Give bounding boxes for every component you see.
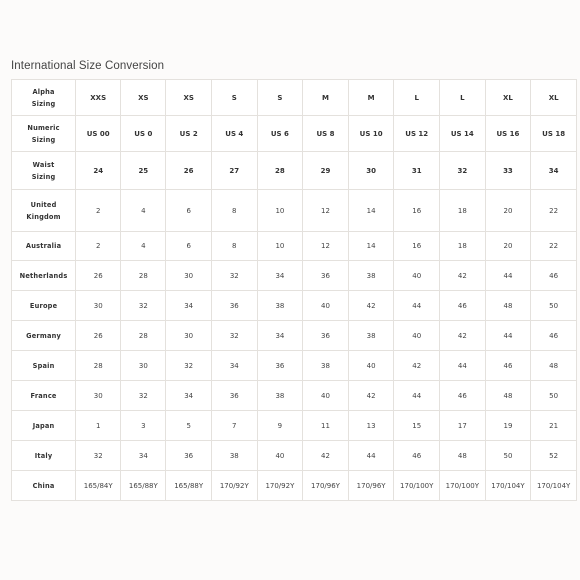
table-cell: 28 [257, 152, 303, 190]
table-cell: 46 [531, 261, 577, 291]
table-cell: US 10 [348, 116, 394, 152]
table-cell: S [211, 80, 257, 116]
table-cell: 32 [121, 381, 166, 411]
table-cell: US 00 [76, 116, 121, 152]
table-cell: 170/96Y [348, 471, 394, 501]
table-cell: 28 [121, 321, 166, 351]
table-cell: 36 [166, 441, 212, 471]
table-cell: 21 [531, 411, 577, 441]
row-label: Germany [12, 321, 76, 351]
table-cell: 6 [166, 190, 212, 232]
table-cell: 6 [166, 232, 212, 261]
table-row [12, 441, 577, 471]
table-cell: 48 [440, 441, 486, 471]
table-cell: 36 [303, 261, 349, 291]
table-cell: 46 [440, 381, 486, 411]
table-cell: 3 [121, 411, 166, 441]
table-cell: 170/92Y [257, 471, 303, 501]
table-row [12, 381, 577, 411]
row-label: Alpha Sizing [12, 80, 76, 116]
table-row [12, 116, 577, 152]
table-cell: 44 [348, 441, 394, 471]
row-label: United Kingdom [12, 190, 76, 232]
table-cell: 30 [348, 152, 394, 190]
table-cell: L [394, 80, 440, 116]
table-cell: 34 [531, 152, 577, 190]
row-label: France [12, 381, 76, 411]
table-cell: 29 [303, 152, 349, 190]
table-cell: XL [531, 80, 577, 116]
table-cell: 4 [121, 232, 166, 261]
table-row [12, 471, 577, 501]
table-cell: 46 [440, 291, 486, 321]
table-cell: 26 [76, 261, 121, 291]
table-cell: 48 [485, 381, 531, 411]
table-cell: L [440, 80, 486, 116]
table-cell: 44 [394, 291, 440, 321]
table-cell: 22 [531, 232, 577, 261]
table-cell: 18 [440, 232, 486, 261]
table-cell: 26 [76, 321, 121, 351]
table-cell: 17 [440, 411, 486, 441]
table-cell: 52 [531, 441, 577, 471]
table-row [12, 261, 577, 291]
table-cell: 34 [257, 321, 303, 351]
table-cell: 34 [211, 351, 257, 381]
table-cell: XS [166, 80, 212, 116]
table-cell: 16 [394, 190, 440, 232]
table-cell: 42 [348, 291, 394, 321]
table-cell: 19 [485, 411, 531, 441]
table-cell: 38 [348, 321, 394, 351]
table-cell: S [257, 80, 303, 116]
table-cell: 30 [76, 291, 121, 321]
table-cell: 30 [76, 381, 121, 411]
table-cell: 1 [76, 411, 121, 441]
table-cell: 30 [166, 261, 212, 291]
table-cell: US 16 [485, 116, 531, 152]
table-cell: 16 [394, 232, 440, 261]
table-cell: 40 [303, 381, 349, 411]
row-label: Waist Sizing [12, 152, 76, 190]
table-cell: 40 [303, 291, 349, 321]
row-label: Netherlands [12, 261, 76, 291]
table-cell: XXS [76, 80, 121, 116]
table-cell: 38 [211, 441, 257, 471]
table-cell: 170/100Y [440, 471, 486, 501]
table-cell: 44 [440, 351, 486, 381]
table-cell: 36 [211, 291, 257, 321]
table-cell: 28 [121, 261, 166, 291]
table-cell: 26 [166, 152, 212, 190]
table-cell: XS [121, 80, 166, 116]
table-cell: 30 [121, 351, 166, 381]
table-cell: 32 [440, 152, 486, 190]
table-cell: 170/104Y [485, 471, 531, 501]
table-cell: 25 [121, 152, 166, 190]
table-row [12, 232, 577, 261]
table-cell: 27 [211, 152, 257, 190]
table-cell: 34 [166, 291, 212, 321]
table-cell: 4 [121, 190, 166, 232]
table-cell: 7 [211, 411, 257, 441]
table-row [12, 351, 577, 381]
table-cell: 32 [76, 441, 121, 471]
table-row [12, 411, 577, 441]
table-row [12, 291, 577, 321]
table-cell: 28 [76, 351, 121, 381]
table-cell: 15 [394, 411, 440, 441]
table-cell: 42 [394, 351, 440, 381]
table-cell: 50 [485, 441, 531, 471]
table-cell: US 12 [394, 116, 440, 152]
table-cell: 50 [531, 291, 577, 321]
table-cell: 32 [211, 261, 257, 291]
table-cell: 36 [257, 351, 303, 381]
table-cell: 2 [76, 232, 121, 261]
row-label: Numeric Sizing [12, 116, 76, 152]
table-cell: 18 [440, 190, 486, 232]
row-label: Australia [12, 232, 76, 261]
table-cell: 36 [211, 381, 257, 411]
row-label: Spain [12, 351, 76, 381]
table-cell: 165/88Y [166, 471, 212, 501]
table-cell: 44 [485, 261, 531, 291]
table-cell: 48 [485, 291, 531, 321]
table-cell: 44 [485, 321, 531, 351]
table-cell: 30 [166, 321, 212, 351]
table-cell: 20 [485, 190, 531, 232]
table-cell: 14 [348, 190, 394, 232]
table-cell: US 8 [303, 116, 349, 152]
table-cell: 42 [440, 261, 486, 291]
table-cell: 33 [485, 152, 531, 190]
table-cell: 24 [76, 152, 121, 190]
table-cell: 12 [303, 190, 349, 232]
table-cell: 22 [531, 190, 577, 232]
table-cell: US 0 [121, 116, 166, 152]
table-cell: XL [485, 80, 531, 116]
table-cell: 32 [166, 351, 212, 381]
table-cell: 165/88Y [121, 471, 166, 501]
table-cell: 40 [394, 261, 440, 291]
table-cell: 42 [440, 321, 486, 351]
table-row [12, 321, 577, 351]
table-cell: 9 [257, 411, 303, 441]
table-cell: 14 [348, 232, 394, 261]
table-cell: 46 [485, 351, 531, 381]
table-cell: 44 [394, 381, 440, 411]
page-title: International Size Conversion [11, 60, 165, 72]
table-cell: 10 [257, 190, 303, 232]
table-cell: 13 [348, 411, 394, 441]
table-cell: 38 [257, 381, 303, 411]
table-cell: 32 [121, 291, 166, 321]
table-cell: 8 [211, 190, 257, 232]
table-cell: 42 [348, 381, 394, 411]
table-cell: 20 [485, 232, 531, 261]
table-cell: 46 [531, 321, 577, 351]
table-cell: 12 [303, 232, 349, 261]
table-cell: 40 [257, 441, 303, 471]
table-cell: 11 [303, 411, 349, 441]
row-label: Italy [12, 441, 76, 471]
table-cell: 170/96Y [303, 471, 349, 501]
table-cell: US 18 [531, 116, 577, 152]
table-row [12, 152, 577, 190]
table-cell: 36 [303, 321, 349, 351]
table-cell: 2 [76, 190, 121, 232]
table-cell: 170/92Y [211, 471, 257, 501]
table-cell: US 14 [440, 116, 486, 152]
table-cell: 50 [531, 381, 577, 411]
table-cell: US 4 [211, 116, 257, 152]
table-cell: US 6 [257, 116, 303, 152]
table-cell: 42 [303, 441, 349, 471]
table-cell: 170/104Y [531, 471, 577, 501]
table-cell: 170/100Y [394, 471, 440, 501]
table-cell: 34 [121, 441, 166, 471]
table-cell: 34 [166, 381, 212, 411]
table-cell: M [303, 80, 349, 116]
table-row [12, 80, 577, 116]
table-cell: 46 [394, 441, 440, 471]
table-cell: 32 [211, 321, 257, 351]
table-cell: 10 [257, 232, 303, 261]
table-cell: 38 [348, 261, 394, 291]
table-cell: 5 [166, 411, 212, 441]
table-cell: 31 [394, 152, 440, 190]
row-label: China [12, 471, 76, 501]
row-label: Europe [12, 291, 76, 321]
table-cell: US 2 [166, 116, 212, 152]
table-cell: 38 [257, 291, 303, 321]
table-cell: 40 [394, 321, 440, 351]
table-cell: 40 [348, 351, 394, 381]
table-cell: 38 [303, 351, 349, 381]
table-cell: 8 [211, 232, 257, 261]
table-cell: M [348, 80, 394, 116]
table-row [12, 190, 577, 232]
table-cell: 34 [257, 261, 303, 291]
row-label: Japan [12, 411, 76, 441]
size-table-body [12, 80, 577, 501]
size-conversion-table [11, 79, 577, 501]
table-cell: 165/84Y [76, 471, 121, 501]
table-cell: 48 [531, 351, 577, 381]
